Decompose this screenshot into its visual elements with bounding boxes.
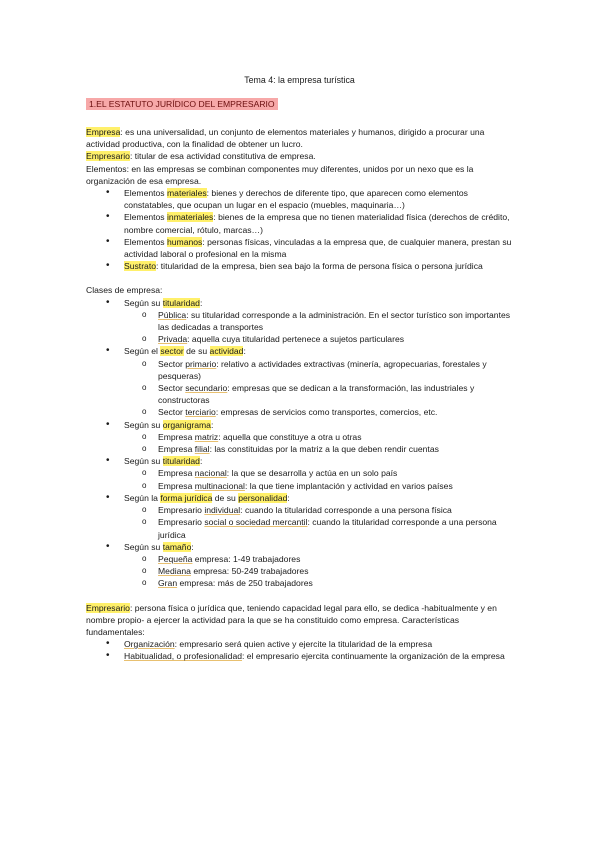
sublist-item: o Empresario individual: cuando la titularidad corresponde a una persona física	[158, 504, 516, 516]
highlight-term: Empresa	[86, 127, 121, 137]
document-body	[86, 126, 516, 663]
list-item: • Organización: empresario será quien active y ejercite la titularidad de la empresa	[124, 638, 516, 650]
sublist-item: o Empresa nacional: la que se desarrolla y actúa en un solo país	[158, 467, 516, 479]
section-heading: 1.EL ESTATUTO JURÍDICO DEL EMPRESARIO	[86, 98, 278, 110]
highlight-term: personalidad	[238, 492, 288, 503]
definition-text: : titular de esa actividad constitutiva de empresa.	[129, 151, 316, 162]
page-title: Tema 4: la empresa turística	[244, 75, 355, 85]
sublist-item: o Pública: su titularidad corresponde a la administración. En el sector turístico son importantes las dedicadas a transportes	[158, 309, 516, 333]
highlight-term: humanos	[167, 236, 203, 247]
highlight-term: forma jurídica	[160, 492, 213, 503]
list-item: • Elementos materiales: bienes y derechos de diferente tipo, que aparecen como elementos constatables, que ocupan un lugar en el espacio (muebles, maquinaria…)	[124, 187, 516, 211]
list-item: • Según el sector de su actividad: o Sector primario: relativo a actividades extractivas (minería, agropecuarias, forestales y pesqueras) o Sector secundario: empresas que se dedican a la transformación, las industriales y constructoras o Sector terciario: empresas de servicios como transportes, comercios, etc.	[124, 345, 516, 418]
definition-empresario	[86, 150, 516, 162]
sublist-item: o Empresa multinacional: la que tiene implantación y actividad en varios países	[158, 480, 516, 492]
sublist-item: o Sector primario: relativo a actividades extractivas (minería, agropecuarias, forestales y pesqueras)	[158, 358, 516, 382]
elementos-list	[86, 187, 516, 272]
list-item: • Habitualidad, o profesionalidad: el empresario ejercita continuamente la organización de la empresa	[124, 650, 516, 662]
highlight-term: organigrama	[162, 419, 211, 430]
list-item: • Sustrato: titularidad de la empresa, bien sea bajo la forma de persona física o persona jurídica	[124, 260, 516, 272]
list-item: • Según su titularidad: o Empresa nacional: la que se desarrolla y actúa en un solo país o Empresa multinacional: la que tiene implantación y actividad en varios países	[124, 455, 516, 492]
sublist-item: o Empresa filial: las constituidas por la matriz a la que deben rendir cuentas	[158, 443, 516, 455]
list-item: • Elementos inmateriales: bienes de la empresa que no tienen materialidad física (derechos de crédito, nombre comercial, rótulo, marcas…)	[124, 211, 516, 235]
caracteristicas-list	[86, 638, 516, 662]
sublist-item: o Privada: aquella cuya titularidad pertenece a sujetos particulares	[158, 333, 516, 345]
clases-list	[86, 297, 516, 590]
sublist-item: o Empresa matriz: aquella que constituye a otra u otras	[158, 431, 516, 443]
list-item: • Según la forma jurídica de su personalidad: o Empresario individual: cuando la titularidad corresponde a una persona física o Empresario social o sociedad mercantil: cuando la titularidad corresponde a una persona jurídica	[124, 492, 516, 541]
highlight-term: Sustrato	[124, 261, 157, 272]
sublist-item: o Mediana empresa: 50-249 trabajadores	[158, 565, 516, 577]
highlight-term: materiales	[167, 188, 207, 199]
definition-text: : persona física o jurídica que, teniendo capacidad legal para ello, se dedica -habitualmente y en nombre propio- a ejercer la actividad para la que se ha constituido como empresa. Características fundamentales:	[86, 602, 497, 637]
sublist	[124, 431, 516, 455]
highlight-term: sector	[160, 346, 184, 357]
highlight-term: titularidad	[162, 297, 200, 308]
definition-empresario-2	[86, 602, 516, 639]
highlight-term: titularidad	[162, 456, 200, 467]
sublist	[124, 553, 516, 590]
list-item: • Según su titularidad: o Pública: su titularidad corresponde a la administración. En el sector turístico son importantes las dedicadas a transportes o Privada: aquella cuya titularidad pertenece a sujetos particulares	[124, 297, 516, 346]
highlight-term: inmateriales	[167, 212, 214, 223]
list-item: • Según su organigrama: o Empresa matriz: aquella que constituye a otra u otras o Empresa filial: las constituidas por la matriz a la que deben rendir cuentas	[124, 419, 516, 456]
sublist-item: o Sector terciario: empresas de servicios como transportes, comercios, etc.	[158, 406, 516, 418]
highlight-term: tamaño	[162, 541, 192, 552]
highlight-term: Empresario	[86, 151, 130, 162]
definition-text: : es una universalidad, un conjunto de elementos materiales y humanos, dirigido a procurar una actividad productiva, con la finalidad de obtener un lucro.	[86, 127, 485, 150]
sublist	[124, 504, 516, 541]
highlight-term: Empresario	[86, 602, 130, 613]
clases-heading: Clases de empresa:	[86, 285, 163, 296]
definition-empresa	[86, 126, 516, 150]
sublist-item: o Sector secundario: empresas que se dedican a la transformación, las industriales y constructoras	[158, 382, 516, 406]
sublist	[124, 467, 516, 491]
list-item: • Elementos humanos: personas físicas, vinculadas a la empresa que, de cualquier manera, prestan su actividad laboral o profesional en la misma	[124, 236, 516, 260]
definition-elementos: Elementos: en las empresas se combinan componentes muy diferentes, unidos por un nexo que es la organización de esa empresa.	[86, 163, 474, 186]
sublist-item: o Empresario social o sociedad mercantil: cuando la titularidad corresponde a una persona jurídica	[158, 516, 516, 540]
highlight-term: actividad	[209, 346, 244, 357]
sublist-item: o Gran empresa: más de 250 trabajadores	[158, 577, 516, 589]
sublist	[124, 358, 516, 419]
list-item: • Según su tamaño: o Pequeña empresa: 1-49 trabajadores o Mediana empresa: 50-249 trabajadores o Gran empresa: más de 250 trabajadores	[124, 541, 516, 590]
sublist-item: o Pequeña empresa: 1-49 trabajadores	[158, 553, 516, 565]
sublist	[124, 309, 516, 346]
